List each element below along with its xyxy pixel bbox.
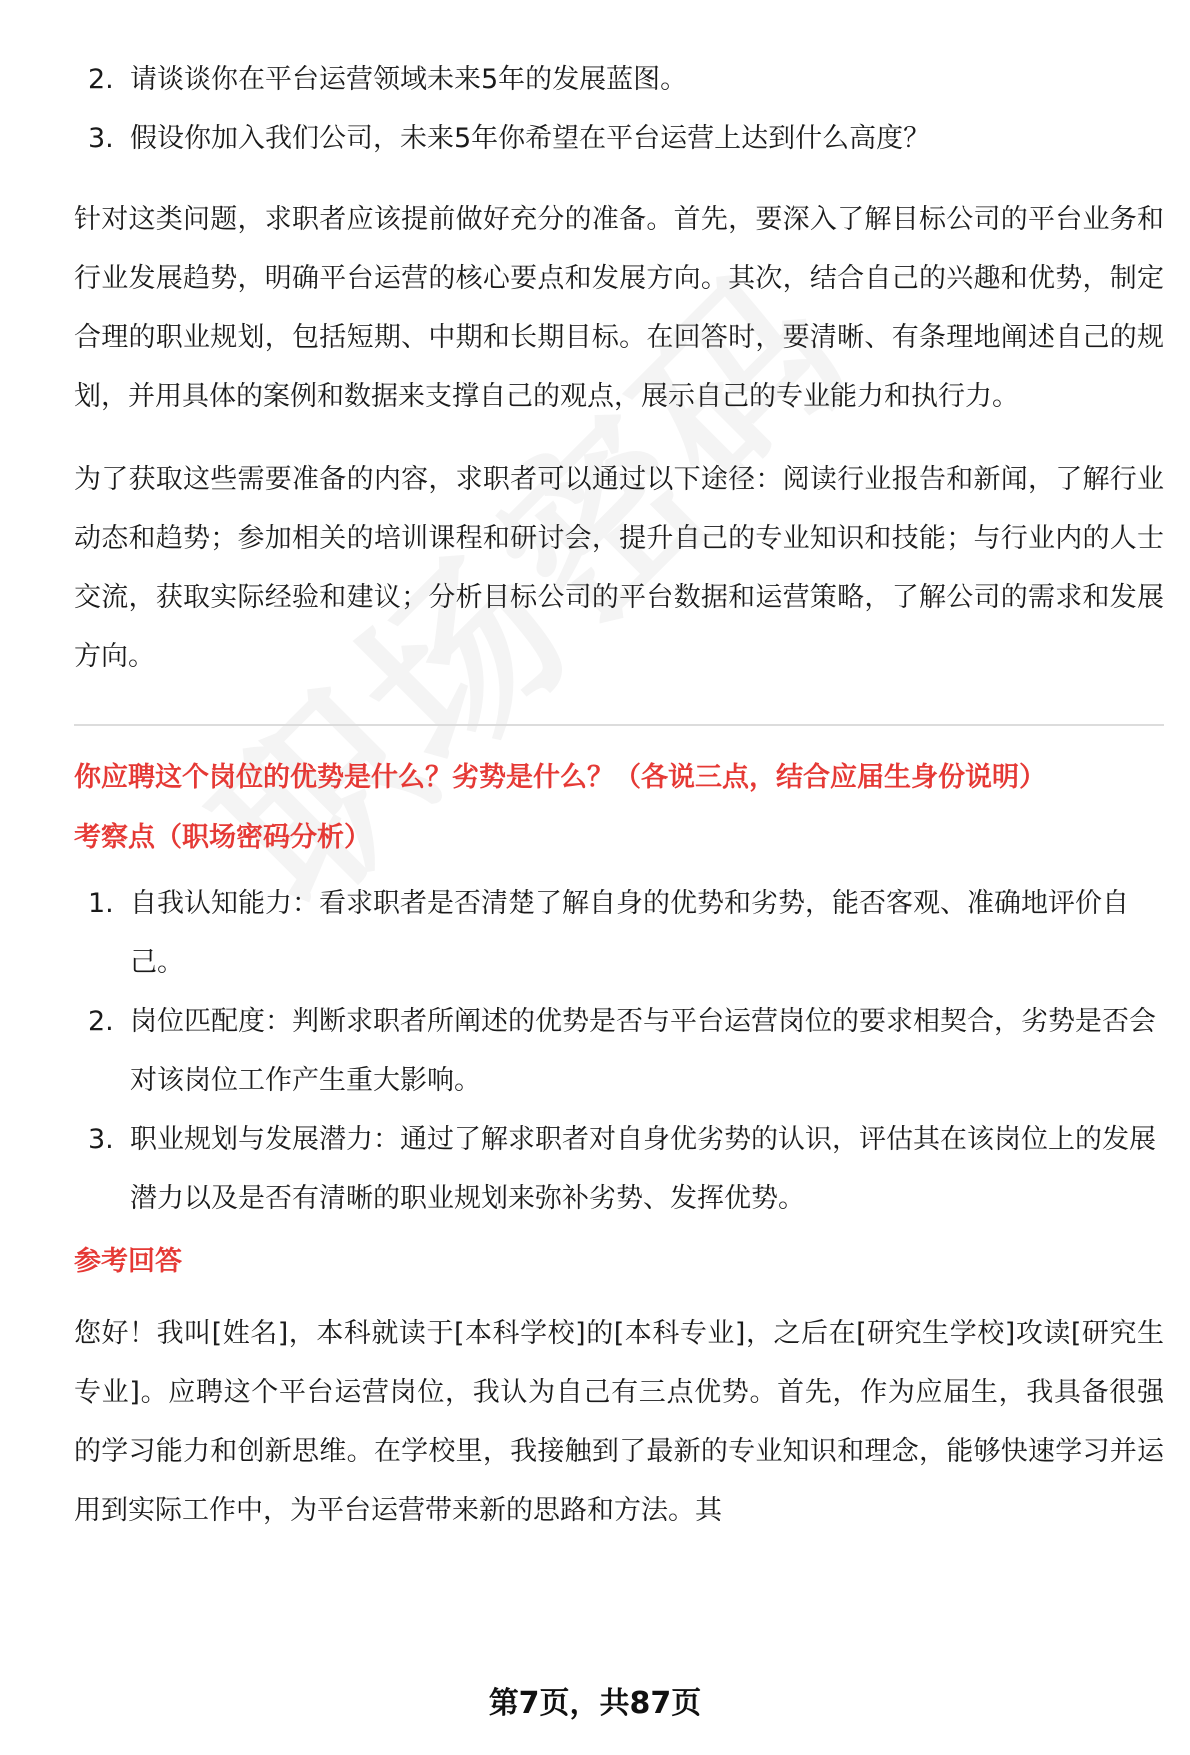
list-item [74, 992, 1164, 1110]
list-number: 3. [88, 1124, 114, 1155]
page-content [74, 50, 1164, 1540]
list-item-text: 自我认知能力：看求职者是否清楚了解自身的优势和劣势，能否客观、准确地评价自己。 [130, 888, 1129, 978]
question-heading: 你应聘这个岗位的优势是什么？劣势是什么？（各说三点，结合应届生身份说明） [74, 762, 1046, 793]
list-item [74, 1110, 1164, 1228]
list-item-text: 请谈谈你在平台运营领域未来5年的发展蓝图。 [130, 64, 688, 95]
list-item-text: 岗位匹配度：判断求职者所阐述的优势是否与平台运营岗位的要求相契合，劣势是否会对该岗位工作产生重大影响。 [130, 1006, 1156, 1096]
reference-answer-text: 您好！我叫[姓名]，本科就读于[本科学校]的[本科专业]，之后在[研究生学校]攻读[研究生专业]。应聘这个平台运营岗位，我认为自己有三点优势。首先，作为应届生，我具备很强的学习能力和创新思维。在学校里，我接触到了最新的专业知识和理念，能够快速学习并运用到实际工作中，为平台运营带来新的思路和方法。其 [74, 1318, 1164, 1526]
reference-answer-heading: 参考回答 [74, 1246, 182, 1277]
list-item [74, 109, 1164, 168]
analysis-heading: 考察点（职场密码分析） [74, 822, 371, 853]
analysis-numbered-list [74, 874, 1164, 1228]
list-number: 3. [88, 123, 114, 154]
paragraph-sources: 为了获取这些需要准备的内容，求职者可以通过以下途径：阅读行业报告和新闻，了解行业动态和趋势；参加相关的培训课程和研讨会，提升自己的专业知识和技能；与行业内的人士交流，获取实际经验和建议；分析目标公司的平台数据和运营策略，了解公司的需求和发展方向。 [74, 464, 1164, 672]
list-item [74, 50, 1164, 109]
paragraph-preparation: 针对这类问题，求职者应该提前做好充分的准备。首先，要深入了解目标公司的平台业务和行业发展趋势，明确平台运营的核心要点和发展方向。其次，结合自己的兴趣和优势，制定合理的职业规划，包括短期、中期和长期目标。在回答时，要清晰、有条理地阐述自己的规划，并用具体的案例和数据来支撑自己的观点，展示自己的专业能力和执行力。 [74, 204, 1164, 412]
list-item [74, 874, 1164, 992]
list-number: 1. [88, 888, 114, 919]
list-item-text: 职业规划与发展潜力：通过了解求职者对自身优劣势的认识，评估其在该岗位上的发展潜力以及是否有清晰的职业规划来弥补劣势、发挥优势。 [130, 1124, 1156, 1214]
section-divider [74, 724, 1164, 726]
top-numbered-list [74, 50, 1164, 168]
page-number-footer: 第7页，共87页 [488, 1686, 702, 1721]
list-item-text: 假设你加入我们公司，未来5年你希望在平台运营上达到什么高度？ [130, 123, 931, 154]
list-number: 2. [88, 1006, 114, 1037]
list-number: 2. [88, 64, 114, 95]
